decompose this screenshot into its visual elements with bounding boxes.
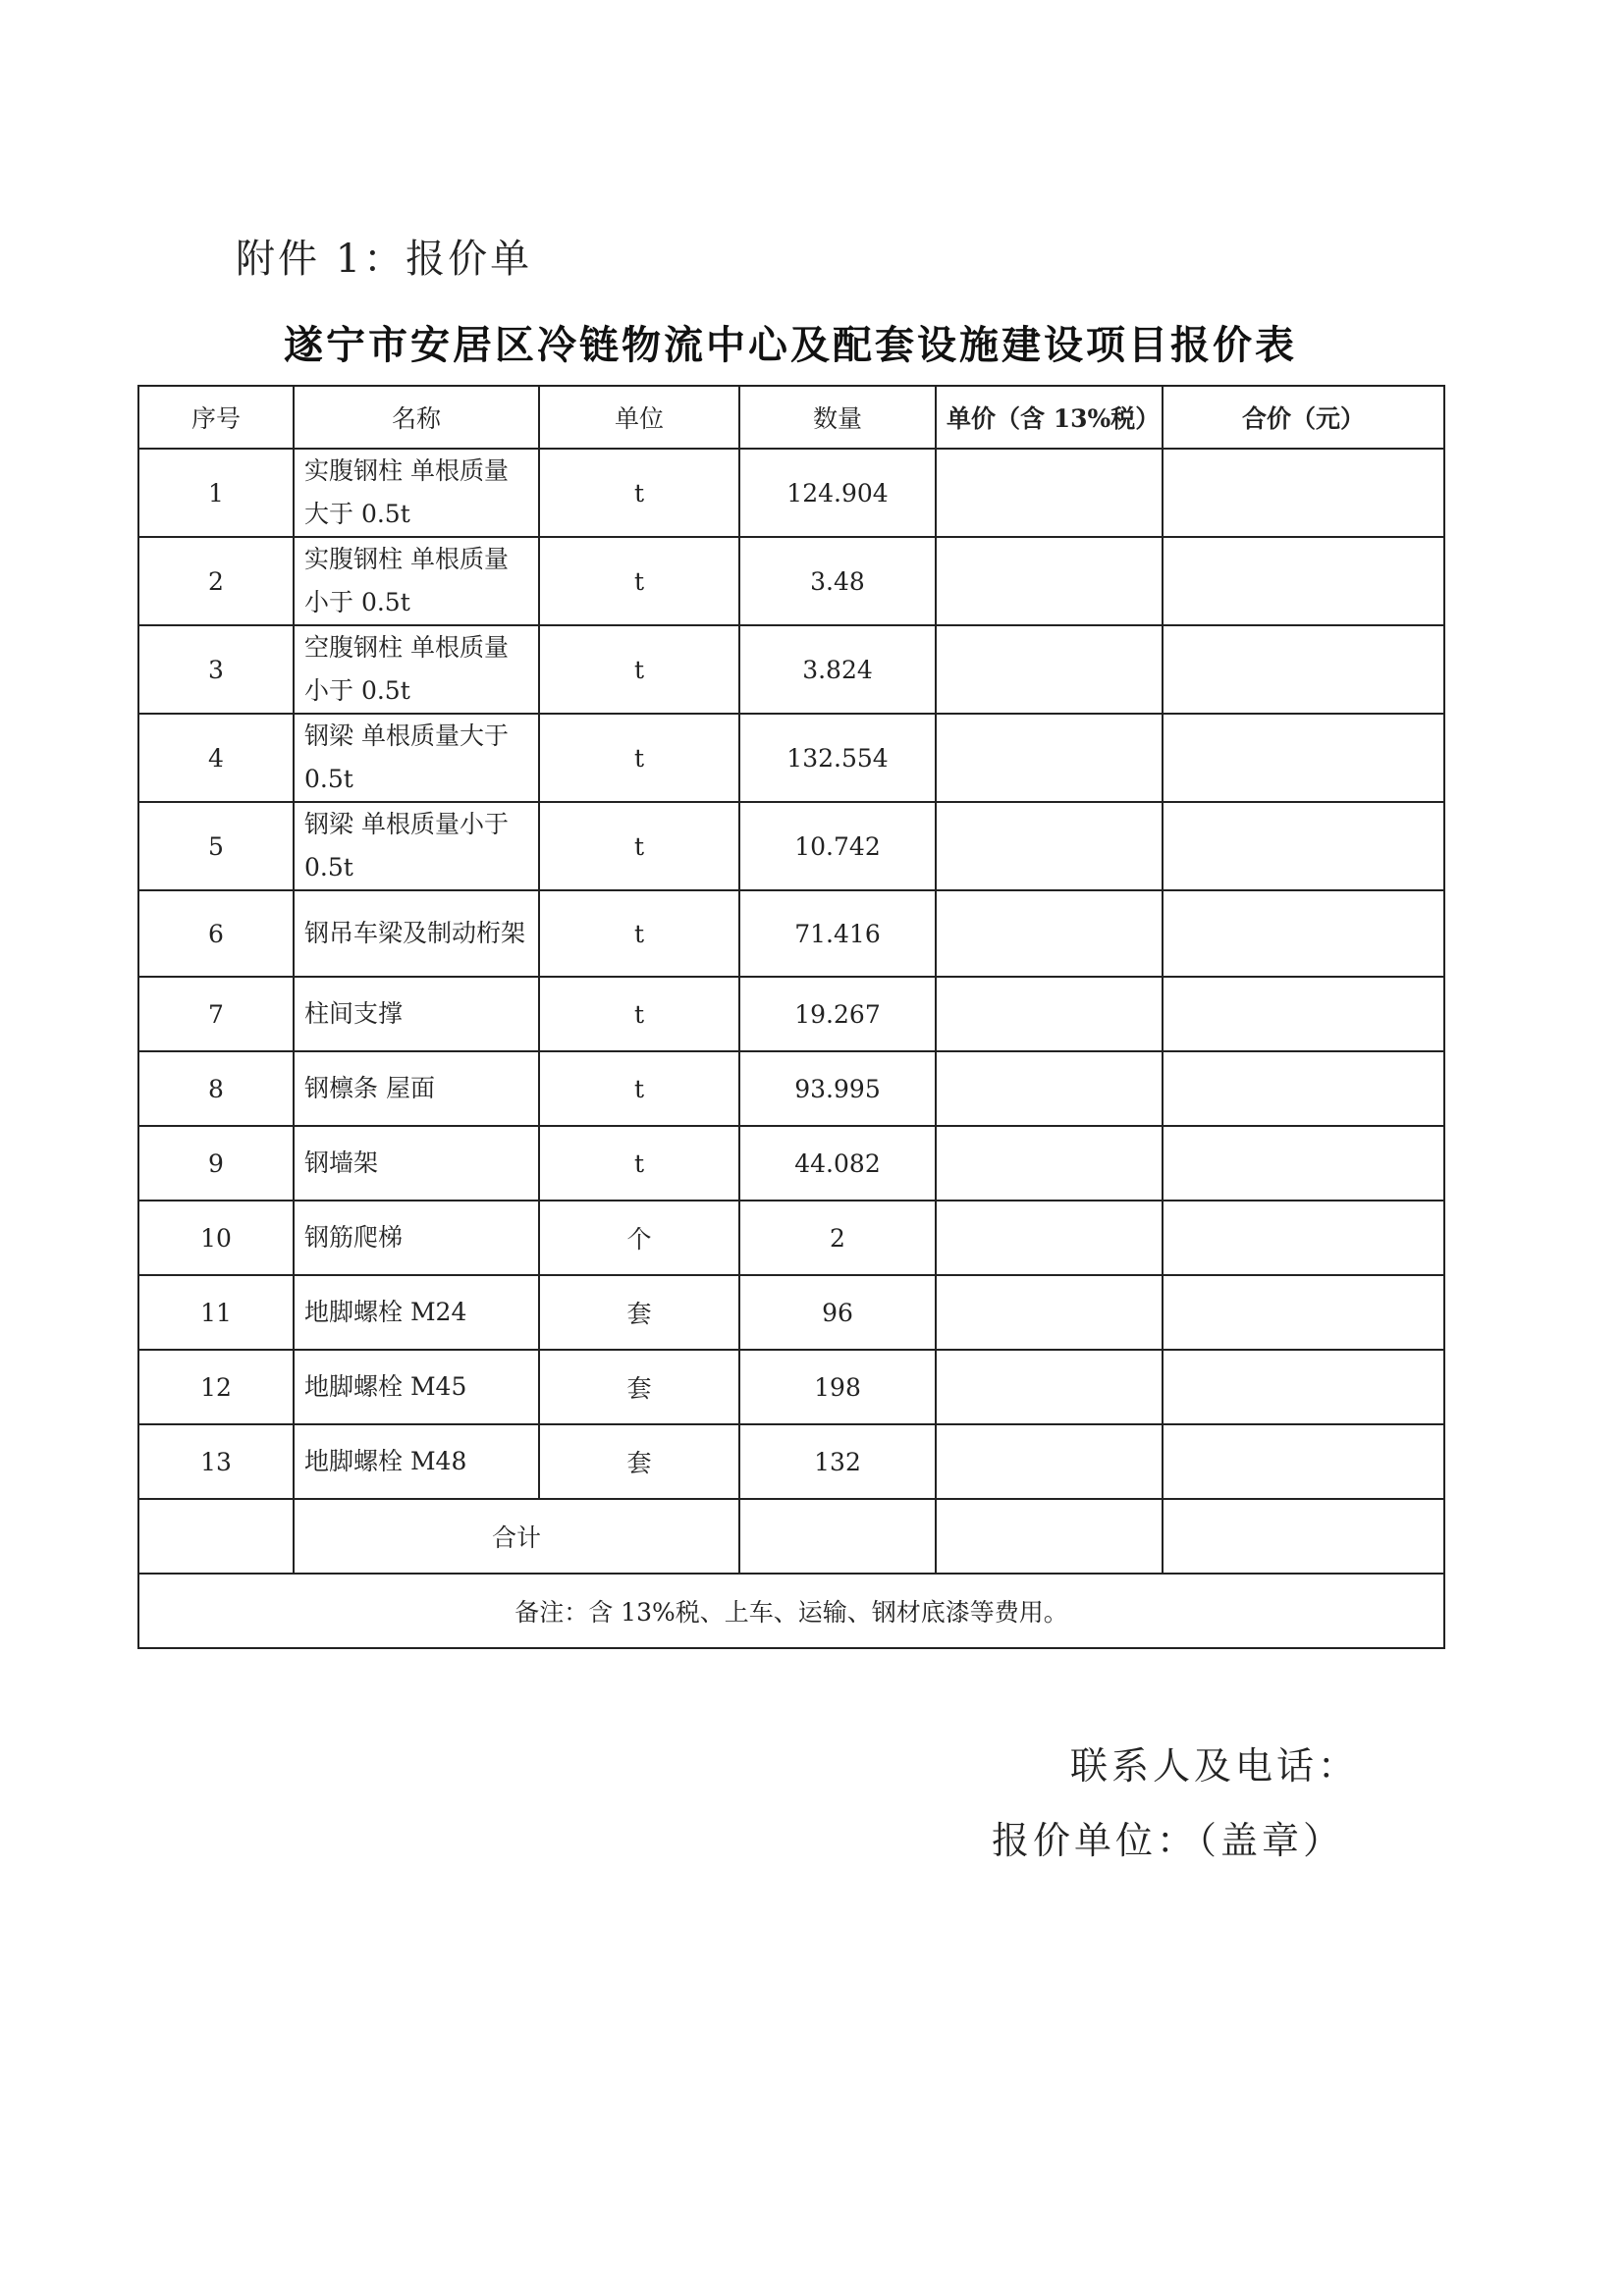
contact-label: 联系人及电话： xyxy=(1070,1744,1360,1788)
cell-quantity: 3.824 xyxy=(739,625,936,714)
cell-name: 钢梁 单根质量大于 0.5t xyxy=(294,714,539,802)
cell-index: 12 xyxy=(138,1350,294,1424)
cell-index: 8 xyxy=(138,1051,294,1126)
header-quantity: 数量 xyxy=(739,386,936,449)
cell-total-price xyxy=(1163,1350,1444,1424)
cell-unit: t xyxy=(539,714,739,802)
cell-quantity: 44.082 xyxy=(739,1126,936,1201)
cell-index: 10 xyxy=(138,1201,294,1275)
total-empty-cell xyxy=(138,1499,294,1574)
cell-unit: 套 xyxy=(539,1350,739,1424)
header-name: 名称 xyxy=(294,386,539,449)
table-row xyxy=(138,625,1444,714)
cell-unit-price xyxy=(936,1201,1163,1275)
cell-quantity: 198 xyxy=(739,1350,936,1424)
cell-quantity: 96 xyxy=(739,1275,936,1350)
cell-total-price xyxy=(1163,1275,1444,1350)
cell-total-price xyxy=(1163,1051,1444,1126)
cell-index: 4 xyxy=(138,714,294,802)
table-row xyxy=(138,449,1444,537)
attachment-heading: 附件 1：报价单 xyxy=(236,237,533,282)
table-header-row xyxy=(138,386,1444,449)
quoting-unit-label: 报价单位：（盖章） xyxy=(992,1819,1345,1862)
cell-name: 钢梁 单根质量小于 0.5t xyxy=(294,802,539,890)
quotation-table xyxy=(137,385,1445,1649)
header-unit: 单位 xyxy=(539,386,739,449)
table-row xyxy=(138,1201,1444,1275)
cell-index: 6 xyxy=(138,890,294,977)
cell-index: 9 xyxy=(138,1126,294,1201)
cell-index: 1 xyxy=(138,449,294,537)
cell-unit: t xyxy=(539,449,739,537)
cell-total-price xyxy=(1163,1201,1444,1275)
table-row xyxy=(138,1275,1444,1350)
cell-total-price xyxy=(1163,977,1444,1051)
cell-unit: t xyxy=(539,890,739,977)
cell-unit-price xyxy=(936,625,1163,714)
cell-quantity: 3.48 xyxy=(739,537,936,625)
cell-index: 2 xyxy=(138,537,294,625)
cell-name: 钢檩条 屋面 xyxy=(294,1051,539,1126)
cell-name: 实腹钢柱 单根质量大于 0.5t xyxy=(294,449,539,537)
cell-name: 空腹钢柱 单根质量小于 0.5t xyxy=(294,625,539,714)
cell-unit-price xyxy=(936,449,1163,537)
total-label: 合计 xyxy=(294,1499,739,1574)
total-quantity-cell xyxy=(739,1499,936,1574)
cell-unit: 套 xyxy=(539,1424,739,1499)
document-title: 遂宁市安居区冷链物流中心及配套设施建设项目报价表 xyxy=(284,322,1297,368)
total-unit-price-cell xyxy=(936,1499,1163,1574)
cell-unit-price xyxy=(936,977,1163,1051)
table-row xyxy=(138,1051,1444,1126)
cell-index: 11 xyxy=(138,1275,294,1350)
table-row xyxy=(138,714,1444,802)
header-unit-price: 单价（含 13%税） xyxy=(936,386,1163,449)
table-row xyxy=(138,1126,1444,1201)
cell-quantity: 132 xyxy=(739,1424,936,1499)
table-row xyxy=(138,1424,1444,1499)
cell-name: 柱间支撑 xyxy=(294,977,539,1051)
cell-quantity: 93.995 xyxy=(739,1051,936,1126)
cell-unit-price xyxy=(936,537,1163,625)
cell-quantity: 132.554 xyxy=(739,714,936,802)
cell-unit-price xyxy=(936,714,1163,802)
cell-total-price xyxy=(1163,537,1444,625)
cell-name: 地脚螺栓 M24 xyxy=(294,1275,539,1350)
cell-unit: t xyxy=(539,977,739,1051)
cell-total-price xyxy=(1163,802,1444,890)
cell-unit-price xyxy=(936,1350,1163,1424)
cell-unit-price xyxy=(936,1051,1163,1126)
table-row xyxy=(138,802,1444,890)
cell-unit-price xyxy=(936,802,1163,890)
cell-total-price xyxy=(1163,890,1444,977)
cell-unit-price xyxy=(936,1126,1163,1201)
cell-index: 3 xyxy=(138,625,294,714)
cell-unit-price xyxy=(936,890,1163,977)
header-total-price: 合价（元） xyxy=(1163,386,1444,449)
cell-unit: 个 xyxy=(539,1201,739,1275)
cell-total-price xyxy=(1163,714,1444,802)
cell-unit: t xyxy=(539,537,739,625)
cell-quantity: 71.416 xyxy=(739,890,936,977)
cell-name: 钢吊车梁及制动桁架 xyxy=(294,890,539,977)
cell-name: 地脚螺栓 M45 xyxy=(294,1350,539,1424)
cell-total-price xyxy=(1163,1424,1444,1499)
cell-unit-price xyxy=(936,1275,1163,1350)
cell-total-price xyxy=(1163,1126,1444,1201)
cell-unit: t xyxy=(539,802,739,890)
cell-name: 实腹钢柱 单根质量小于 0.5t xyxy=(294,537,539,625)
cell-name: 地脚螺栓 M48 xyxy=(294,1424,539,1499)
remark-text: 备注：含 13%税、上车、运输、钢材底漆等费用。 xyxy=(138,1574,1444,1648)
cell-unit: t xyxy=(539,1051,739,1126)
cell-total-price xyxy=(1163,449,1444,537)
cell-unit-price xyxy=(936,1424,1163,1499)
cell-unit: 套 xyxy=(539,1275,739,1350)
cell-name: 钢筋爬梯 xyxy=(294,1201,539,1275)
cell-quantity: 124.904 xyxy=(739,449,936,537)
cell-unit: t xyxy=(539,1126,739,1201)
cell-index: 7 xyxy=(138,977,294,1051)
cell-quantity: 19.267 xyxy=(739,977,936,1051)
cell-index: 13 xyxy=(138,1424,294,1499)
cell-unit: t xyxy=(539,625,739,714)
cell-quantity: 10.742 xyxy=(739,802,936,890)
table-row xyxy=(138,977,1444,1051)
cell-index: 5 xyxy=(138,802,294,890)
table-row xyxy=(138,537,1444,625)
total-price-cell xyxy=(1163,1499,1444,1574)
table-row xyxy=(138,1350,1444,1424)
cell-quantity: 2 xyxy=(739,1201,936,1275)
remark-row xyxy=(138,1574,1444,1648)
cell-total-price xyxy=(1163,625,1444,714)
header-index: 序号 xyxy=(138,386,294,449)
cell-name: 钢墙架 xyxy=(294,1126,539,1201)
table-row xyxy=(138,890,1444,977)
total-row xyxy=(138,1499,1444,1574)
